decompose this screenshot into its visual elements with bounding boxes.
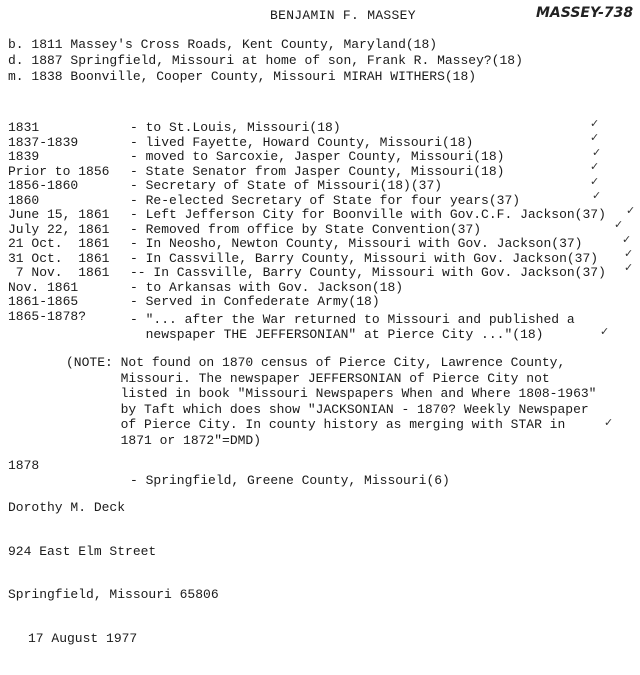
check-mark-icon: ✓ bbox=[592, 146, 602, 159]
timeline-row bbox=[8, 120, 638, 135]
timeline-desc: - Removed from office by State Convention(37) bbox=[130, 221, 482, 237]
newspaper-quote: - "... after the War returned to Missouri and published a newspaper THE JEFFERSONIAN" at Pierce City ..."(18) bbox=[130, 312, 575, 342]
compiler-street: 924 East Elm Street bbox=[8, 543, 157, 559]
timeline-date: Nov. 1861 bbox=[8, 279, 79, 295]
timeline-desc: - Served in Confederate Army(18) bbox=[130, 294, 380, 309]
timeline-date: 1860 bbox=[8, 192, 40, 208]
timeline-desc: - to St.Louis, Missouri(18) bbox=[130, 120, 341, 135]
timeline-desc: - In Cassville, Barry County, Missouri with Gov. Jackson(37) bbox=[130, 250, 599, 266]
timeline-row bbox=[8, 207, 638, 222]
timeline-date: July 22, 1861 bbox=[8, 221, 110, 237]
timeline-row bbox=[8, 222, 638, 237]
timeline-desc: - to Arkansas with Gov. Jackson(18) bbox=[130, 279, 404, 295]
document-title: BENJAMIN F. MASSEY bbox=[270, 8, 416, 23]
check-mark-icon: ✓ bbox=[590, 160, 600, 173]
check-mark-icon: ✓ bbox=[622, 233, 632, 246]
timeline-desc: - Left Jefferson City for Boonville with Gov.C.F. Jackson(37) bbox=[130, 207, 606, 222]
timeline-date: June 15, 1861 bbox=[8, 207, 110, 222]
timeline-date: 1831 bbox=[8, 120, 40, 135]
timeline-date: 1861-1865 bbox=[8, 294, 79, 309]
research-note: (NOTE: Not found on 1870 census of Pierce City, Lawrence County, Missouri. The newspaper JEFFERSONIAN of Pierce City not listed in book "Missouri Newspapers When and Where 1808-1963" by Taft which does show "JACKSONIAN - 1870? Weekly Newspaper of Pierce City. In county history as merging with STAR in 1871 or 1872"=DMD) bbox=[66, 355, 597, 448]
marriage-line: m. 1838 Boonville, Cooper County, Missouri MIRAH WITHERS(18) bbox=[8, 69, 477, 84]
timeline-row bbox=[8, 149, 638, 164]
final-entry bbox=[8, 443, 638, 488]
death-line: d. 1887 Springfield, Missouri at home of son, Frank R. Massey?(18) bbox=[8, 53, 523, 68]
timeline-date: 21 Oct. 1861 bbox=[8, 236, 110, 251]
timeline-row bbox=[8, 294, 638, 309]
timeline-date: 1837-1839 bbox=[8, 134, 79, 150]
timeline-row bbox=[8, 280, 638, 295]
final-entry-desc: - Springfield, Greene County, Missouri(6) bbox=[130, 473, 450, 488]
timeline-desc: - In Neosho, Newton County, Missouri with Gov. Jackson(37) bbox=[130, 236, 583, 251]
timeline-row bbox=[8, 178, 638, 193]
check-mark-icon: ✓ bbox=[614, 218, 624, 231]
check-mark-icon: ✓ bbox=[592, 189, 602, 202]
timeline-row bbox=[8, 193, 638, 208]
timeline-desc: - Re-elected Secretary of State for four years(37) bbox=[130, 192, 521, 208]
check-mark-icon: ✓ bbox=[600, 325, 610, 338]
timeline-desc: -- In Cassville, Barry County, Missouri with Gov. Jackson(37) bbox=[130, 265, 606, 280]
vital-records bbox=[8, 37, 523, 85]
timeline-row bbox=[8, 251, 638, 266]
timeline-row bbox=[8, 164, 638, 179]
timeline bbox=[8, 120, 638, 323]
check-mark-icon: ✓ bbox=[604, 416, 614, 429]
reference-number: MASSEY-738 bbox=[536, 5, 634, 21]
timeline-desc: - moved to Sarcoxie, Jasper County, Missouri(18) bbox=[130, 149, 505, 164]
timeline-date: 1856-1860 bbox=[8, 178, 79, 193]
check-mark-icon: ✓ bbox=[590, 131, 600, 144]
timeline-desc: - State Senator from Jasper County, Missouri(18) bbox=[130, 163, 505, 179]
final-entry-date: 1878 bbox=[8, 458, 40, 473]
check-mark-icon: ✓ bbox=[624, 261, 634, 274]
compiler-name: Dorothy M. Deck bbox=[8, 500, 126, 515]
compiler-signature bbox=[8, 472, 219, 675]
check-mark-icon: ✓ bbox=[624, 247, 634, 260]
timeline-desc: - lived Fayette, Howard County, Missouri(18) bbox=[130, 134, 474, 150]
timeline-date: Prior to 1856 bbox=[8, 163, 110, 179]
timeline-date: 7 Nov. 1861 bbox=[8, 265, 110, 280]
birth-line: b. 1811 Massey's Cross Roads, Kent County, Maryland(18) bbox=[8, 37, 438, 52]
timeline-row bbox=[8, 135, 638, 150]
check-mark-icon: ✓ bbox=[590, 117, 600, 130]
timeline-date: 31 Oct. 1861 bbox=[8, 250, 110, 266]
compiler-city: Springfield, Missouri 65806 bbox=[8, 587, 219, 602]
check-mark-icon: ✓ bbox=[626, 204, 636, 217]
timeline-date: 1839 bbox=[8, 149, 40, 164]
timeline-row bbox=[8, 265, 638, 280]
timeline-desc: - Secretary of State of Missouri(18)(37) bbox=[130, 178, 443, 193]
timeline-date: 1865-1878? bbox=[8, 308, 87, 324]
check-mark-icon: ✓ bbox=[590, 175, 600, 188]
timeline-row bbox=[8, 236, 638, 251]
compiled-date: 17 August 1977 bbox=[28, 630, 138, 646]
